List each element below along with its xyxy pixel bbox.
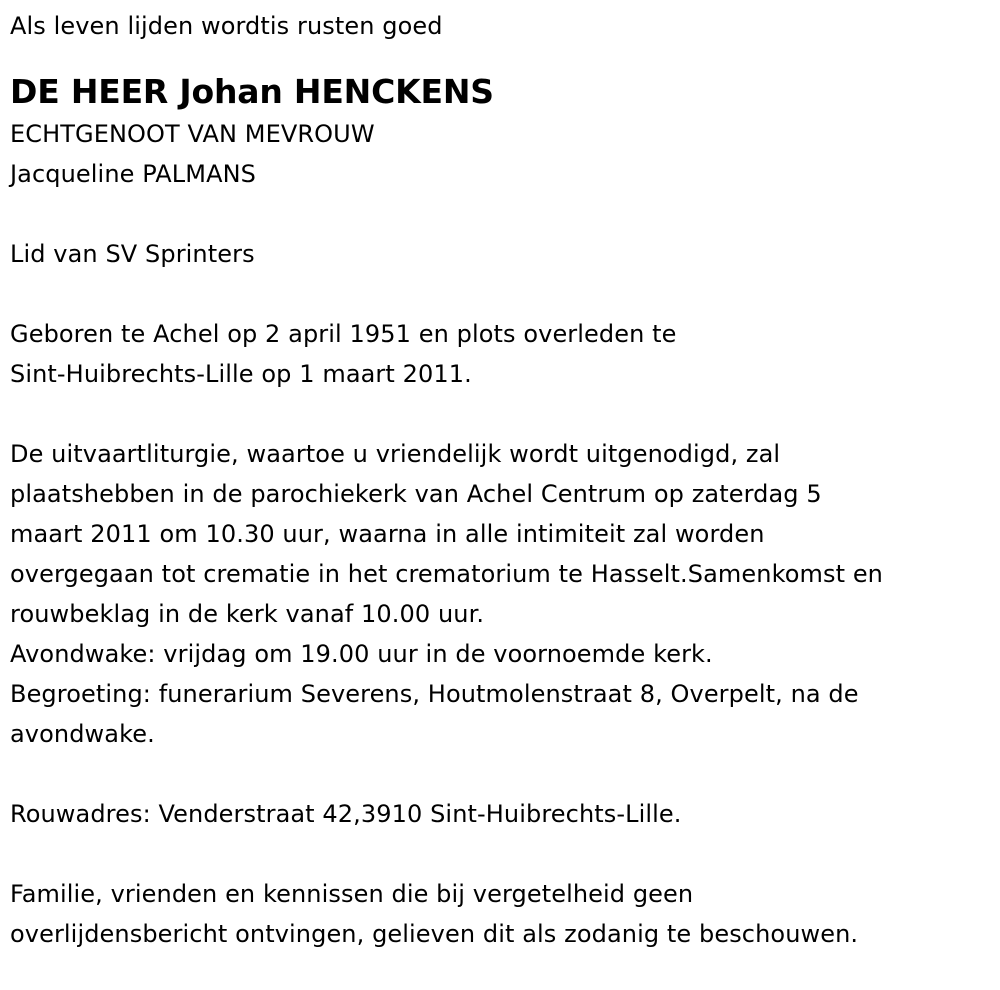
mourning-address: Rouwadres: Venderstraat 42,3910 Sint-Huibrechts-Lille.	[10, 800, 682, 828]
birth-death-line: Sint-Huibrechts-Lille op 1 maart 2011.	[10, 360, 472, 388]
spacer	[10, 194, 995, 234]
funeral-line: rouwbeklag in de kerk vanaf 10.00 uur.	[10, 600, 485, 628]
funeral-line: overgegaan tot crematie in het crematorium te Hasselt.Samenkomst en	[10, 560, 883, 588]
closing-line: Familie, vrienden en kennissen die bij vergetelheid geen	[10, 880, 694, 908]
funeral-line: De uitvaartliturgie, waartoe u vriendelijk wordt uitgenodigd, zal	[10, 440, 781, 468]
obituary-notice	[10, 0, 995, 954]
funeral-line: plaatshebben in de parochiekerk van Achel Centrum op zaterdag 5	[10, 480, 822, 508]
spouse-label: ECHTGENOOT VAN MEVROUW	[10, 120, 375, 148]
spacer	[10, 394, 995, 434]
birth-death-line: Geboren te Achel op 2 april 1951 en plots overleden te	[10, 320, 677, 348]
greeting-line: Begroeting: funerarium Severens, Houtmolenstraat 8, Overpelt, na de	[10, 680, 859, 708]
closing-line: overlijdensbericht ontvingen, gelieven dit als zodanig te beschouwen.	[10, 920, 859, 948]
deceased-title: DE HEER Johan HENCKENS	[10, 72, 494, 111]
spacer	[10, 834, 995, 874]
spacer	[10, 754, 995, 794]
membership: Lid van SV Sprinters	[10, 240, 255, 268]
spouse-name: Jacqueline PALMANS	[10, 160, 256, 188]
greeting-line: avondwake.	[10, 720, 155, 748]
motto: Als leven lijden wordtis rusten goed	[10, 12, 443, 40]
spacer	[10, 274, 995, 314]
funeral-line: maart 2011 om 10.30 uur, waarna in alle intimiteit zal worden	[10, 520, 765, 548]
wake-line: Avondwake: vrijdag om 19.00 uur in de voornoemde kerk.	[10, 640, 713, 668]
